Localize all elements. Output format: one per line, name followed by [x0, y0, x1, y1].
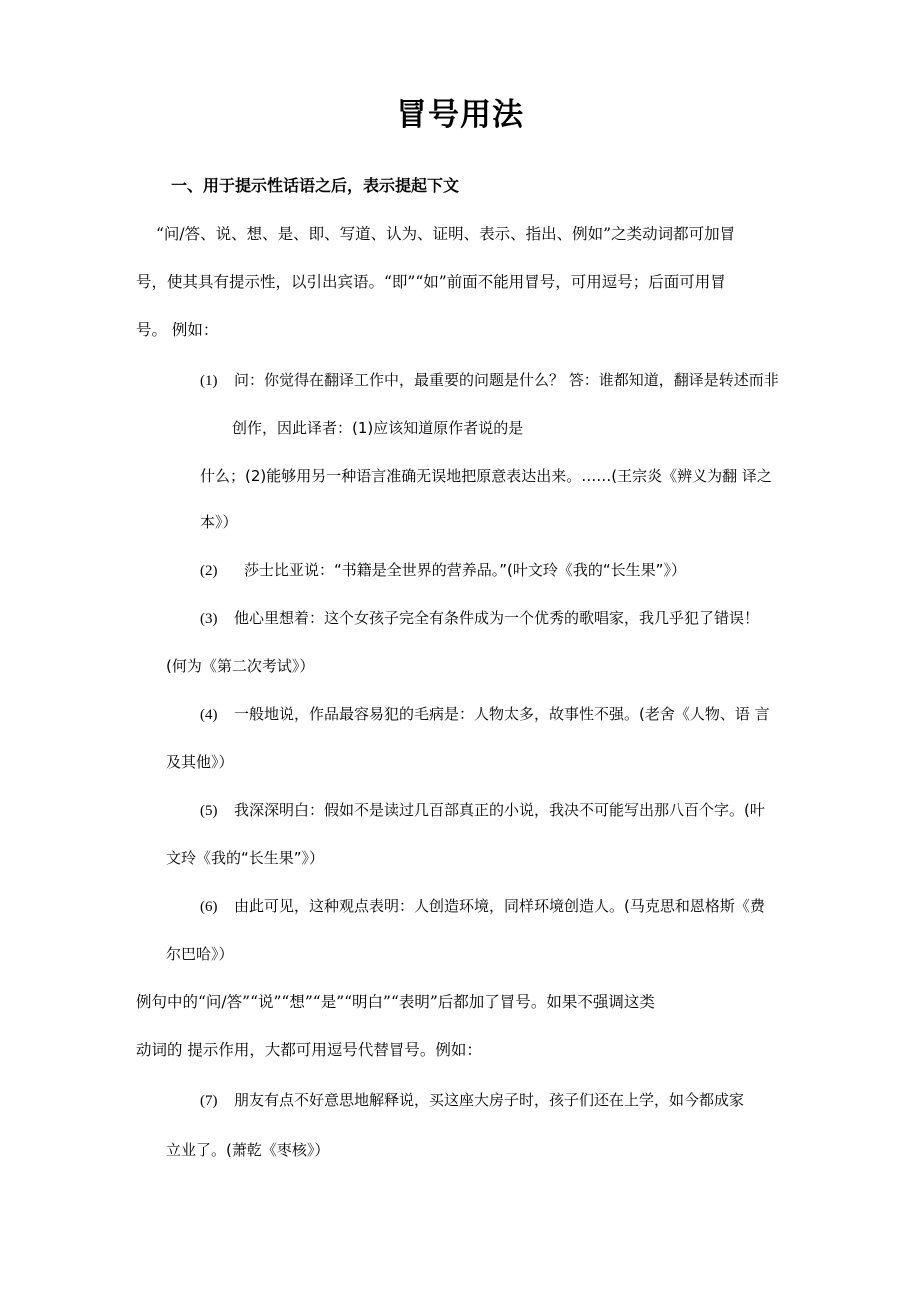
example-number: (3)	[200, 611, 218, 627]
section-heading: 一、用于提示性话语之后，表示提起下文	[171, 176, 460, 195]
example-text: 一般地说，作品最容易犯的毛病是：人物太多，故事性不强。(老舍《人物、语 言	[234, 705, 770, 723]
example-number: (1)	[200, 373, 218, 389]
example-text: 他心里想着：这个女孩子完全有条件成为一个优秀的歌唱家，我几乎犯了错误！	[234, 609, 760, 627]
intro-line: “问/答、说、想、是、即、写道、认为、证明、表示、指出、例如”之类动词都可加冒	[156, 225, 736, 243]
example-4-line: 及其他》）	[166, 753, 234, 771]
example-text: 莎士比亚说：“书籍是全世界的营养品。”(叶文玲《我的“长生果”》）	[244, 561, 686, 579]
example-6-line	[200, 894, 765, 919]
example-2-line	[200, 558, 686, 583]
example-3-line: (何为《第二次考试》）	[166, 657, 315, 675]
example-1-line: 本》）	[200, 513, 238, 531]
intro-line: 号。 例如：	[136, 321, 219, 339]
example-text: 由此可见，这种观点表明：人创造环境，同样环境创造人。(马克思和恩格斯《费	[234, 897, 765, 915]
example-number: (7)	[200, 1093, 218, 1109]
example-5-line: 文玲《我的“长生果”》）	[166, 849, 325, 867]
example-1-line: 什么；(2)能够用另一种语言准确无误地把原意表达出来。……(王宗炎《辨义为翻 译之	[200, 467, 772, 485]
example-5-line	[200, 798, 765, 823]
example-text: 我深深明白：假如不是读过几百部真正的小说，我决不可能写出那八百个字。(叶	[234, 801, 765, 819]
example-4-line	[200, 702, 770, 727]
example-number: (5)	[200, 803, 218, 819]
example-1-line	[200, 368, 779, 393]
summary-line: 动词的 提示作用，大都可用逗号代替冒号。例如：	[136, 1041, 482, 1059]
example-number: (6)	[200, 899, 218, 915]
example-3-line	[200, 606, 759, 631]
example-7-line	[200, 1088, 744, 1113]
page-title: 冒号用法	[396, 97, 524, 133]
example-text: 朋友有点不好意思地解释说，买这座大房子时，孩子们还在上学，如今都成家	[234, 1091, 745, 1109]
example-7-line: 立业了。(萧乾《枣核》）	[166, 1141, 330, 1159]
example-number: (4)	[200, 707, 218, 723]
summary-line: 例句中的“问/答”“说”“想”“是”“明白”“表明”后都加了冒号。如果不强调这类	[136, 993, 655, 1011]
example-1-line: 创作，因此译者：(1)应该知道原作者说的是	[232, 419, 524, 437]
intro-line: 号，使其具有提示性，以引出宾语。“即”“如”前面不能用冒号，可用逗号；后面可用冒	[136, 273, 726, 291]
example-text: 问：你觉得在翻译工作中，最重要的问题是什么？ 答：谁都知道，翻译是转述而非	[234, 371, 779, 389]
example-6-line: 尔巴哈》）	[166, 945, 234, 963]
example-number: (2)	[200, 563, 218, 579]
